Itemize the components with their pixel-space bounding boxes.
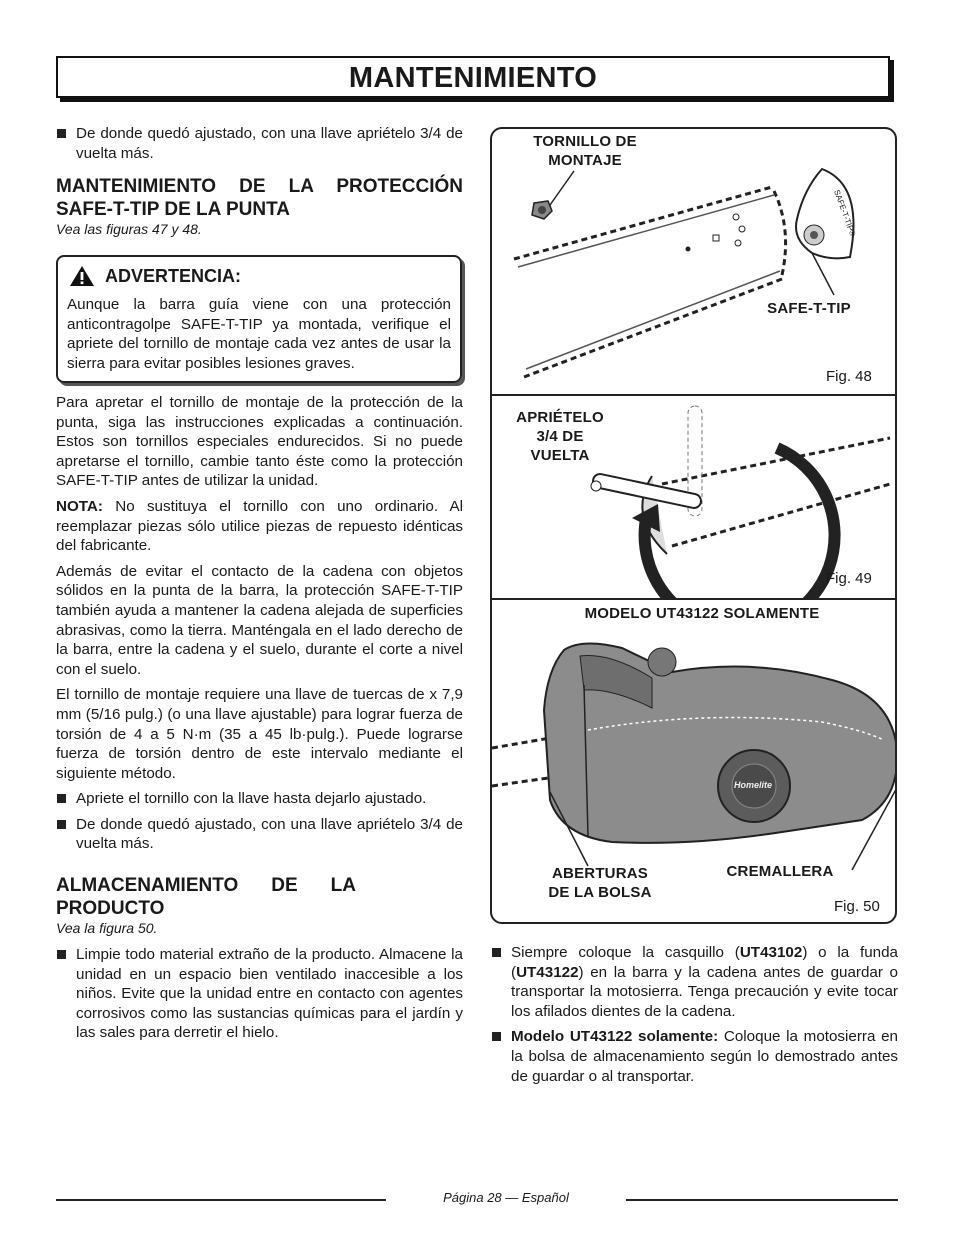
footer-rule	[626, 1199, 898, 1201]
paragraph: El tornillo de montaje requiere una llave de tuercas de x 7,9 mm (5/16 pulg.) (o una llave ajustable) para lograr fuerza de torsión de 4 a 5 N·m (35 a 45 lb·pulg.). Puede lograrse fuerza de torsión dentro de este intervalo mediante el siguiente método.	[56, 686, 463, 782]
page-header	[56, 56, 890, 98]
label-tighten-3-4-turn: APRIÉTELO 3/4 DE VUELTA	[516, 409, 604, 464]
text-span: Siempre coloque la casquillo (	[511, 944, 740, 961]
page-footer	[56, 1190, 898, 1210]
figure-title: MODELO UT43122 SOLAMENTE	[584, 605, 820, 622]
label-safe-t-tip: SAFE-T-TIP	[767, 300, 851, 317]
text-span: ) o la funda (	[511, 944, 898, 981]
page-number: Página 28 — Español	[443, 1190, 569, 1205]
left-column-top	[56, 124, 463, 246]
note-text: No sustituya el tornillo con uno ordinario. Al reemplazar piezas sólo utilice piezas de repuesto idénticas del fabricante.	[56, 497, 463, 555]
model-code: UT43122	[516, 963, 579, 981]
right-column-text	[491, 943, 898, 1092]
warning-triangle-icon	[69, 265, 95, 287]
page-title: MANTENIMIENTO	[348, 62, 598, 94]
label-mounting-screw: TORNILLO DE MONTAJE	[533, 133, 637, 169]
figure-reference: Vea las figuras 47 y 48.	[56, 221, 202, 238]
bullet-item: Apriete el tornillo con la llave hasta dejarlo ajustado.	[56, 789, 463, 809]
footer-rule	[56, 1199, 386, 1201]
note-paragraph	[56, 497, 463, 556]
paragraph: Para apretar el tornillo de montaje de la protección de la punta, siga las instrucciones explicadas a continuación. Estos son tornillos especiales endurecidos. Si no puede apretarse el tornillo, cambie tanto éste como la protección SAFE-T-TIP antes de utilizar la unidad.	[56, 394, 463, 490]
figure-caption: Fig. 49	[826, 570, 872, 587]
figure-caption: Fig. 48	[826, 368, 872, 385]
label-bag-openings: ABERTURAS DE LA BOLSA	[548, 865, 652, 901]
paragraph: Además de evitar el contacto de la cadena con objetos sólidos en la punta de la barra, la protección SAFE-T-TIP también ayuda a mantener la cadena alejada de superficies abrasivas, como la tierra. Manténgala en el lado derecho de la barra, entre la cadena y el suelo, durante el corte a nivel con el suelo.	[56, 562, 463, 678]
bullet-item	[491, 1027, 898, 1086]
warning-box	[56, 255, 462, 383]
section-heading-safe-t-tip: MANTENIMIENTO DE LA PROTECCIÓN SAFE-T-TIP DE LA PUNTA	[56, 176, 463, 221]
text-span: ) en la barra y la cadena antes de guardar o transportar la motosierra. Tenga precaución y evite tocar los afilados dientes de la cadena.	[511, 963, 898, 1020]
mounting-screw-icon	[532, 201, 552, 219]
warning-title: ADVERTENCIA:	[105, 266, 242, 286]
label-zipper: CREMALLERA	[726, 863, 834, 880]
figure-reference: Vea la figura 50.	[56, 920, 158, 937]
figure-caption: Fig. 50	[834, 898, 880, 915]
warning-text: Aunque la barra guía viene con una protección anticontragolpe SAFE-T-TIP ya montada, verifique el apriete del tornillo de montaje cada vez antes de usar la sierra para evitar posibles lesiones graves.	[67, 296, 451, 372]
note-label: NOTA:	[56, 497, 103, 515]
bullet-item: De donde quedó ajustado, con una llave apriételo 3/4 de vuelta más.	[56, 815, 463, 854]
model-code: UT43102	[739, 944, 803, 961]
guard-imprint: SAFE-T-TIP®	[832, 188, 858, 238]
text-span: Coloque la motosierra en la bolsa de almacenamiento según lo demostrado antes de guardar o al transportar.	[511, 1028, 898, 1085]
bullet-item	[491, 943, 898, 1021]
brand-logo: Homelite	[734, 780, 773, 790]
rotation-arrow-icon	[645, 448, 835, 598]
figure-50	[492, 600, 895, 922]
figure-48	[492, 129, 895, 394]
left-column-body	[56, 393, 463, 1049]
section-heading-storage: ALMACENAMIENTO DE LA PRODUCTO	[56, 875, 356, 920]
bullet-item: Limpie todo material extraño de la producto. Almacene la unidad en un espacio bien ventilado inaccesible a los niños. Evite que la unidad entre en contacto con agentes corrosivos como las sustancias químicas para el jardín y las sales para derretir el hielo.	[56, 945, 463, 1043]
bold-label: Modelo UT43122 solamente:	[511, 1028, 719, 1046]
figure-49	[492, 396, 895, 598]
bullet-item: De donde quedó ajustado, con una llave apriételo 3/4 de vuelta más.	[56, 124, 463, 163]
